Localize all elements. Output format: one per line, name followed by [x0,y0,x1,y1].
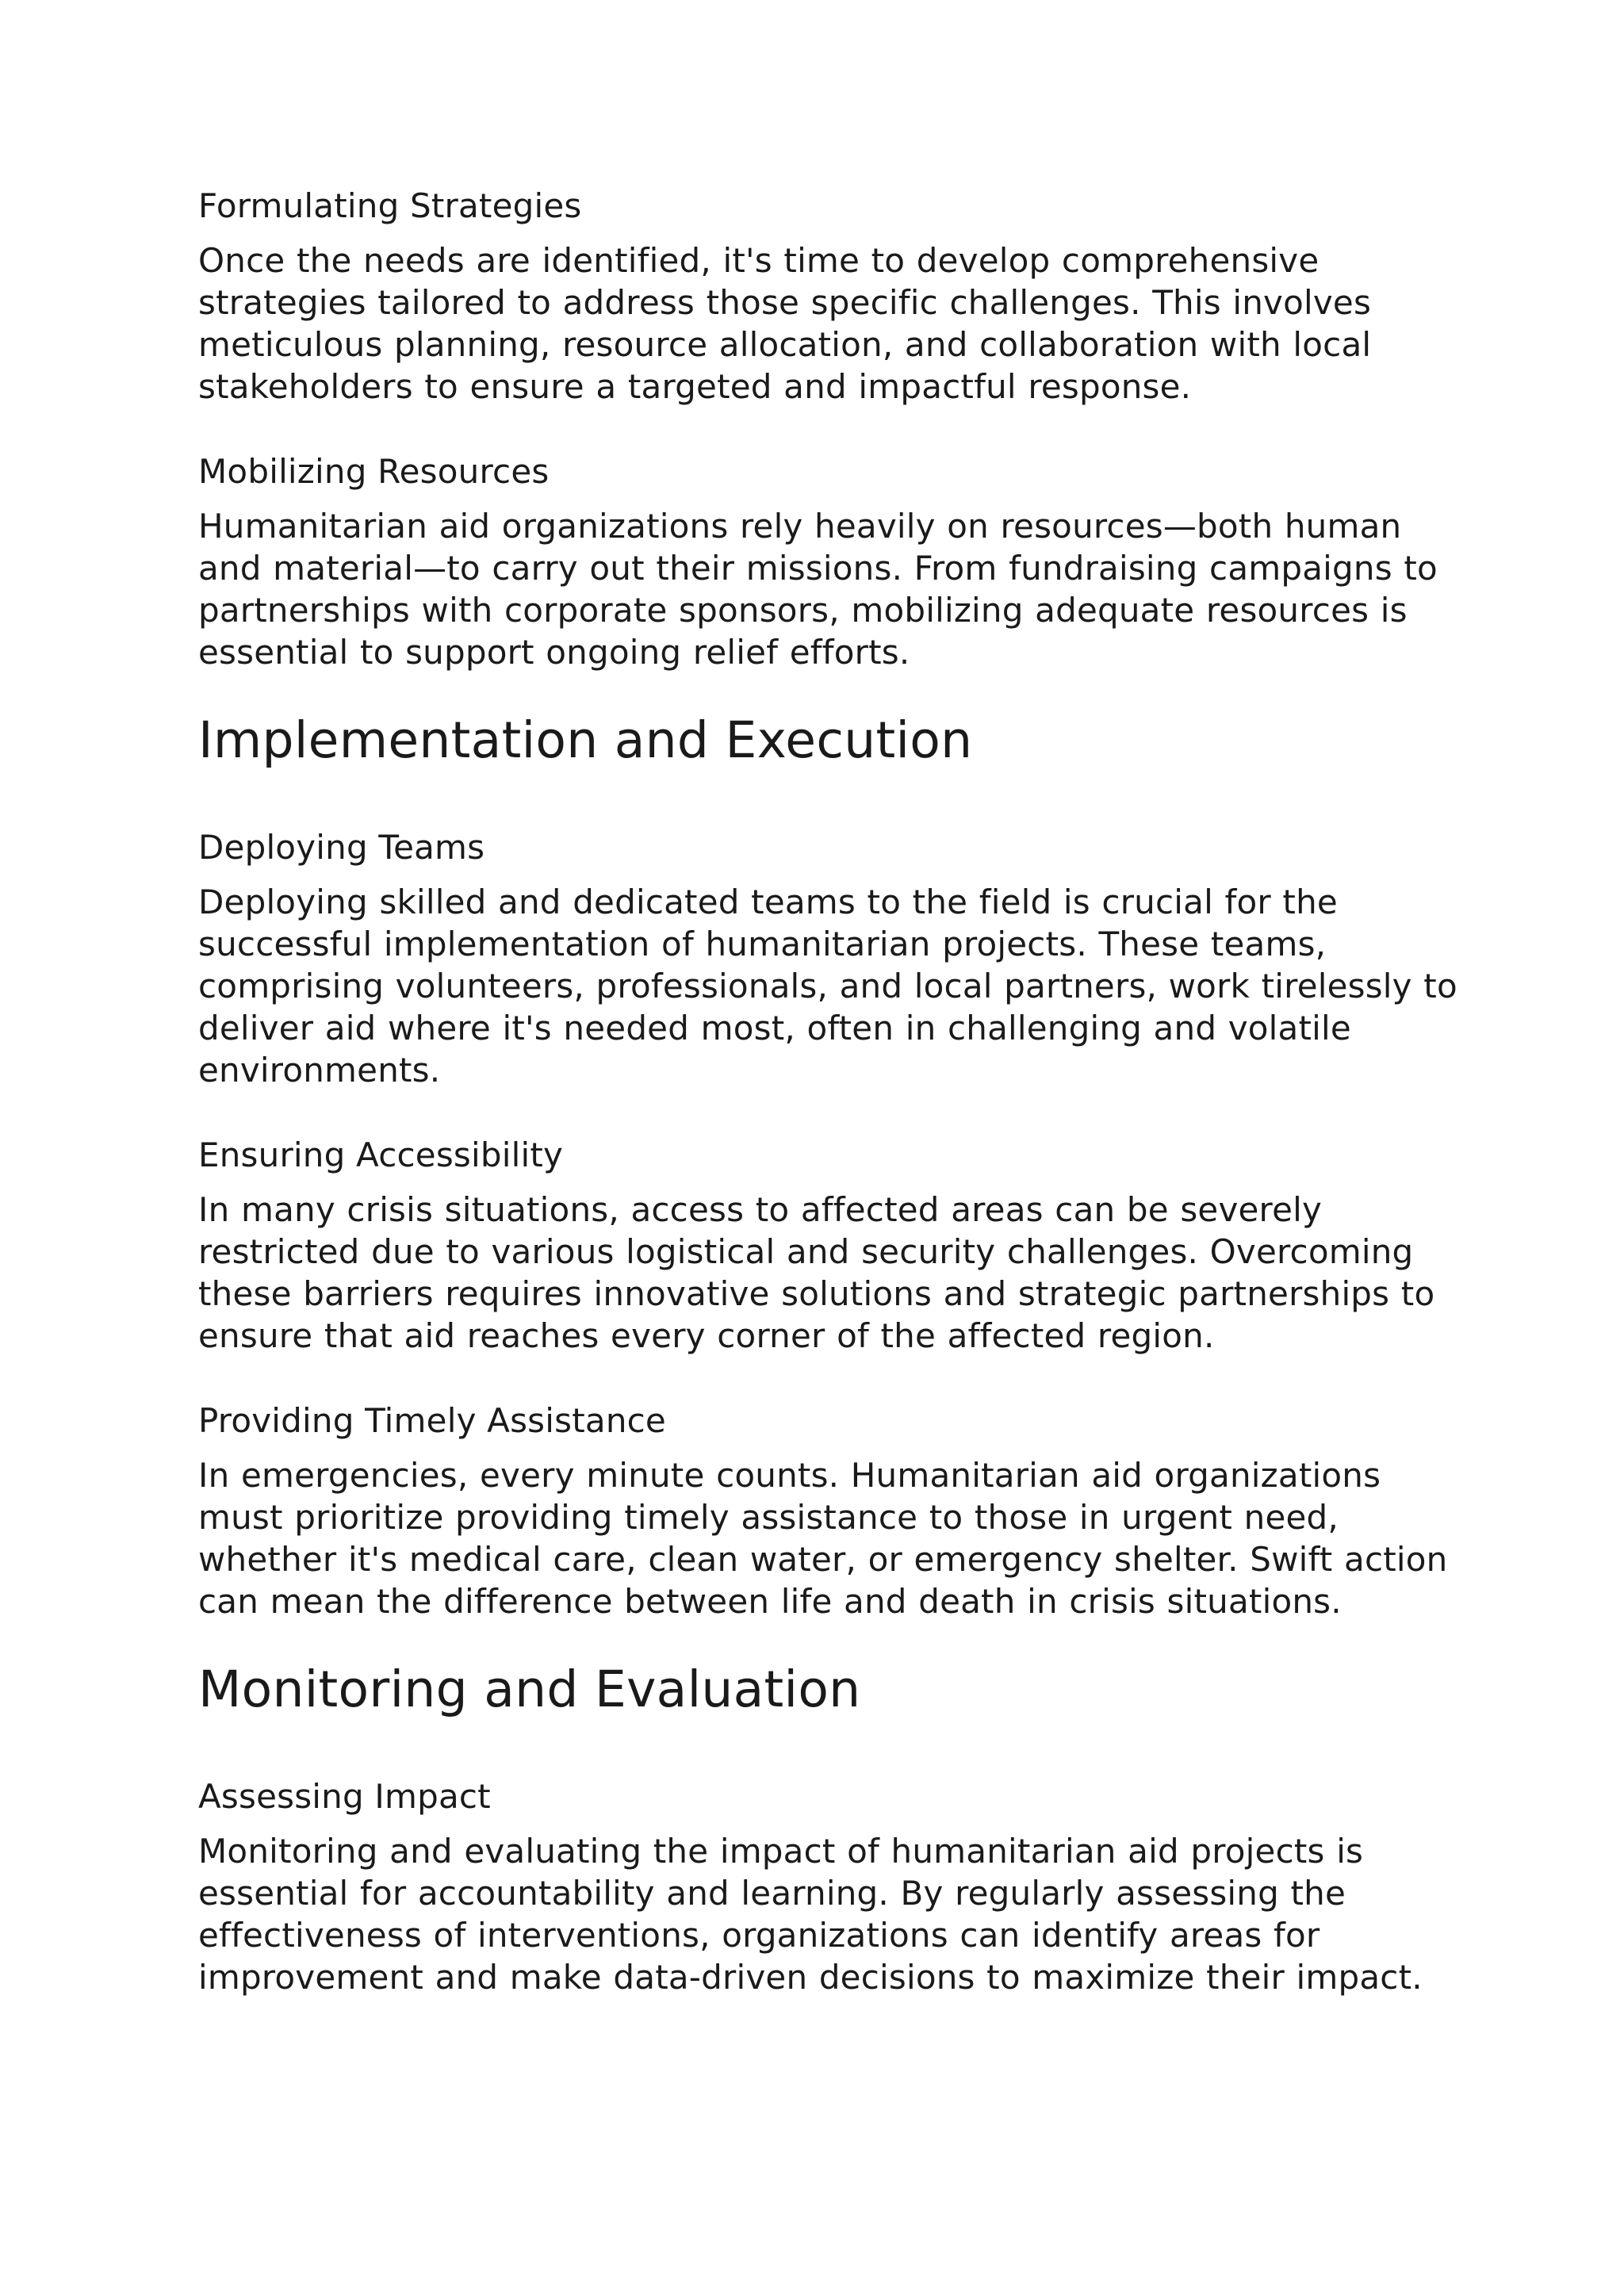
section-title-deploying-teams: Deploying Teams [198,828,485,867]
document-page [198,184,1459,1998]
section-title-providing-timely-assistance: Providing Timely Assistance [198,1401,666,1440]
section-body-assessing-impact: Monitoring and evaluating the impact of humanitarian aid projects is essential for accountability and learning. By regularly assessing the effectiveness of interventions, organizations can identify areas for improvement and make data-driven decisions to maximize their impact. [198,1832,1423,1997]
section-body-ensuring-accessibility: In many crisis situations, access to affected areas can be severely restricted due to various logistical and security challenges. Overcoming these barriers requires innovative solutions and strategic partnerships to ensure that aid reaches every corner of the affected region. [198,1190,1435,1355]
section-title-ensuring-accessibility: Ensuring Accessibility [198,1136,564,1174]
section-body-providing-timely-assistance: In emergencies, every minute counts. Humanitarian aid organizations must prioritize providing timely assistance to those in urgent need, whether it's medical care, clean water, or emergency shelter. Swift action can mean the difference between life and death in crisis situations. [198,1456,1448,1621]
section-body-mobilizing-resources: Humanitarian aid organizations rely heavily on resources—both human and material—to carry out their missions. From fundraising campaigns to partnerships with corporate sponsors, mobilizing adequate resources is essential to support ongoing relief efforts. [198,507,1438,672]
section-body-deploying-teams: Deploying skilled and dedicated teams to the field is crucial for the successful implementation of humanitarian projects. These teams, comprising volunteers, professionals, and local partners, work tirelessly to deliver aid where it's needed most, often in challenging and volatile environments. [198,883,1457,1090]
section-title-mobilizing-resources: Mobilizing Resources [198,452,550,491]
section-title-assessing-impact: Assessing Impact [198,1777,491,1816]
heading-implementation-and-execution: Implementation and Execution [198,711,973,769]
heading-monitoring-and-evaluation: Monitoring and Evaluation [198,1660,861,1718]
section-body-formulating-strategies: Once the needs are identified, it's time to develop comprehensive strategies tailored to address those specific challenges. This involves meticulous planning, resource allocation, and collaboration with local stakeholders to ensure a targeted and impactful response. [198,241,1372,406]
section-title-formulating-strategies: Formulating Strategies [198,186,582,225]
